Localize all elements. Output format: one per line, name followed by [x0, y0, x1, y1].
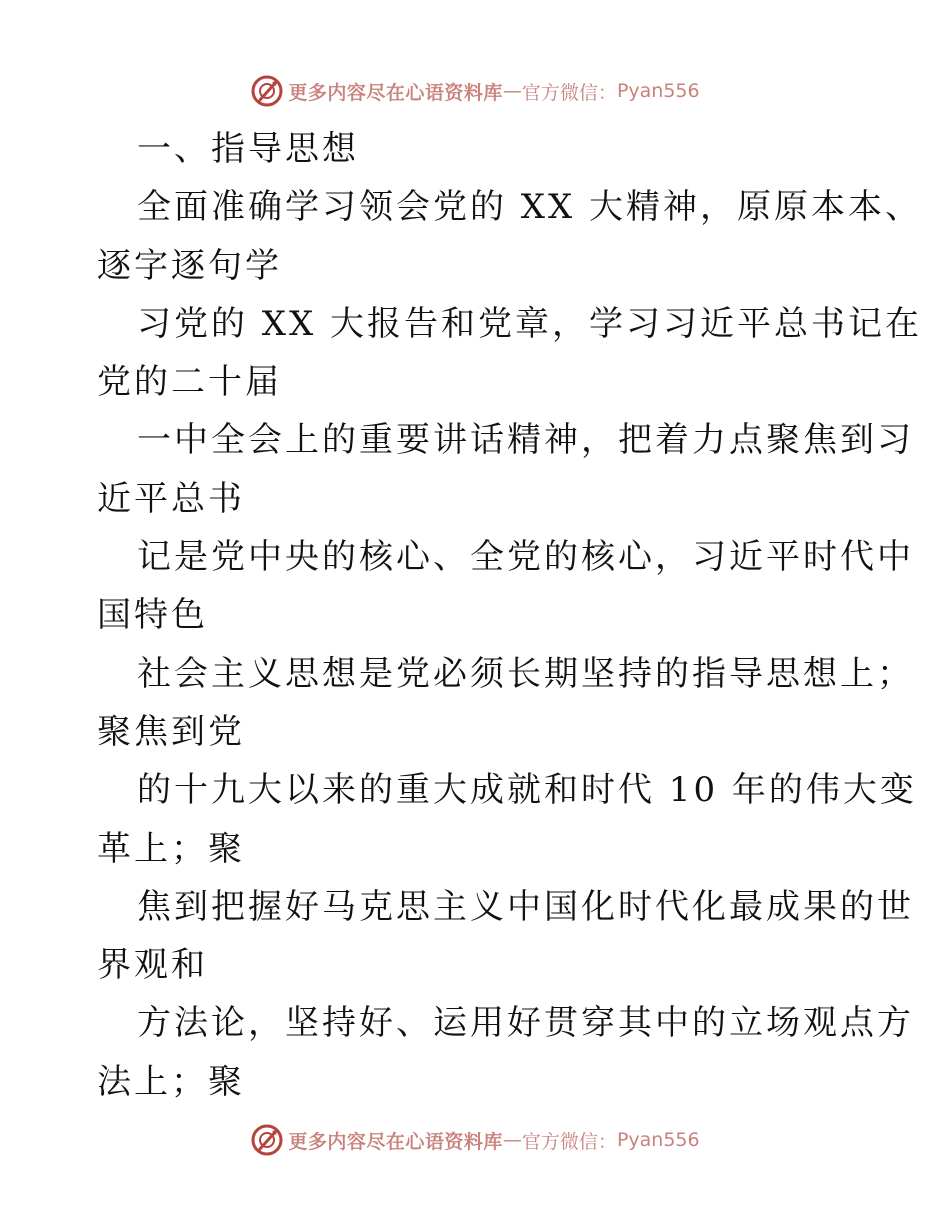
section-heading: 一、指导思想	[137, 129, 359, 169]
header-banner	[0, 71, 950, 111]
paragraph-line: 革上；聚	[97, 828, 245, 869]
paragraph-line: 焦到把握好马克思主义中国化时代化最成果的世	[137, 886, 914, 927]
banner-slogan: 更多内容尽在心语资料库	[288, 1130, 503, 1153]
wechat-id: Pyan556	[616, 80, 700, 102]
paragraph-line: 习党的 XX 大报告和党章，学习习近平总书记在	[137, 303, 923, 344]
library-logo-icon	[250, 74, 284, 108]
paragraph-line: 的十九大以来的重大成就和时代 10 年的伟大变	[137, 770, 917, 811]
document-body	[97, 120, 923, 1111]
paragraph-line: 近平总书	[97, 478, 245, 519]
paragraph-line: 党的二十届	[97, 362, 282, 403]
wechat-label: 官方微信：	[521, 1130, 617, 1153]
paragraph-line: 全面准确学习领会党的 XX 大精神，原原本本、	[137, 187, 923, 228]
paragraph-line: 逐字逐句学	[97, 245, 282, 286]
paragraph-line: 界观和	[97, 945, 208, 986]
footer-banner	[0, 1120, 950, 1160]
paragraph-line: 社会主义思想是党必须长期坚持的指导思想上；	[137, 653, 914, 694]
banner-dash: —	[502, 1129, 522, 1151]
paragraph-line: 一中全会上的重要讲话精神，把着力点聚焦到习	[137, 420, 914, 461]
library-logo-icon	[250, 1123, 284, 1157]
wechat-id: Pyan556	[616, 1129, 700, 1151]
paragraph-line: 法上；聚	[97, 1061, 245, 1102]
banner-dash: —	[502, 80, 522, 102]
paragraph-line: 记是党中央的核心、全党的核心，习近平时代中	[137, 537, 914, 578]
wechat-label: 官方微信：	[521, 81, 617, 104]
paragraph-line: 国特色	[97, 595, 208, 636]
paragraph-line: 方法论，坚持好、运用好贯穿其中的立场观点方	[137, 1003, 914, 1044]
banner-slogan: 更多内容尽在心语资料库	[288, 81, 503, 104]
paragraph-line: 聚焦到党	[97, 711, 245, 752]
